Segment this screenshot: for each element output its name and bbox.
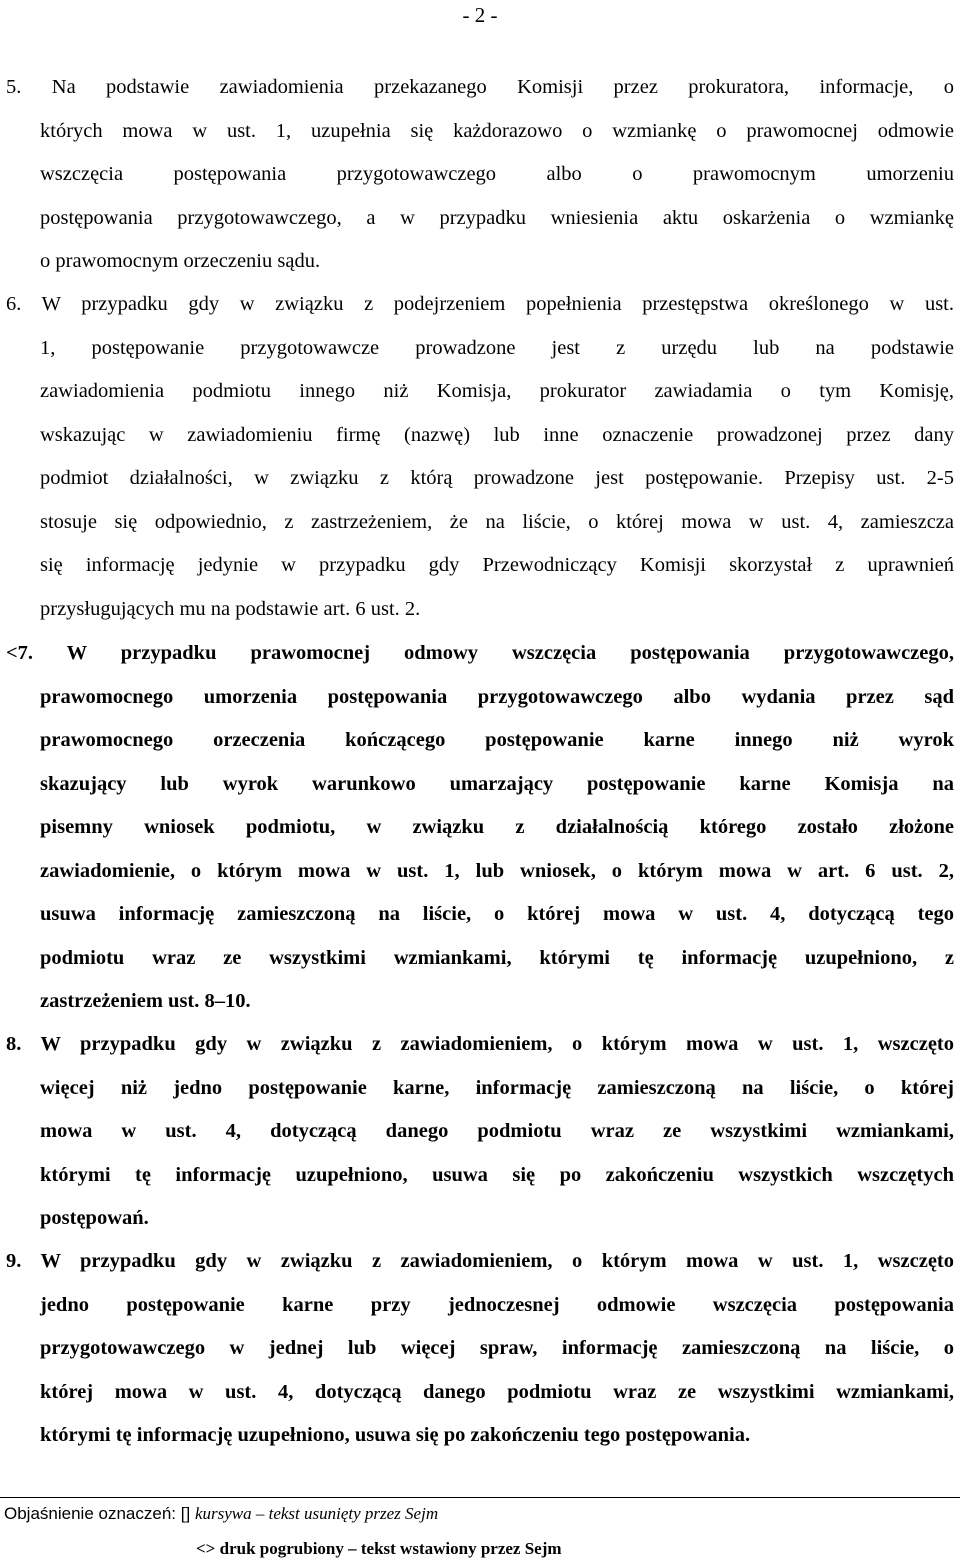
paragraph-line: 5. Na podstawie zawiadomienia przekazanego Komisji przez prokuratora, informacje, o	[6, 76, 954, 98]
paragraph-line: prawomocnego umorzenia postępowania przygotowawczego albo wydania przez sąd	[40, 685, 954, 708]
page-number: - 2 -	[462, 3, 498, 27]
paragraph-line: się informację jedynie w przypadku gdy Przewodniczący Komisji skorzystał z uprawnień	[40, 554, 954, 576]
paragraph-prefix: <7.	[6, 642, 34, 664]
paragraph-line: 6. W przypadku gdy w związku z podejrzeniem popełnienia przestępstwa określonego w ust.	[6, 293, 954, 315]
paragraph-line: postępowania przygotowawczego, a w przypadku wniesienia aktu oskarżenia o wzmiankę	[40, 206, 954, 229]
paragraph-line: których mowa w ust. 1, uzupełnia się każdorazowo o wzmiankę o prawomocnej odmowie	[40, 119, 954, 142]
paragraph-line: podmiot działalności, w związku z którą prowadzone jest postępowanie. Przepisy ust. 2-5	[40, 467, 954, 489]
paragraph-line: którymi tę informację uzupełniono, usuwa się po zakończeniu tego postępowania.	[40, 1424, 751, 1446]
paragraph-line: pisemny wniosek podmiotu, w związku z działalnością którego zostało złożone	[40, 816, 954, 838]
paragraph-line: mowa w ust. 4, dotyczącą danego podmiotu wraz ze wszystkimi wzmiankami,	[40, 1120, 954, 1142]
paragraph-line: skazujący lub wyrok warunkowo umarzający postępowanie karne Komisja na	[40, 772, 954, 795]
paragraph-line: wskazując w zawiadomieniu firmę (nazwę) lub inne oznaczenie prowadzonej przez dany	[40, 423, 954, 446]
paragraph-line: podmiotu wraz ze wszystkimi wzmiankami, którymi tę informację uzupełniono, z	[40, 946, 954, 969]
paragraph-7	[0, 632, 954, 1024]
paragraph-6	[0, 283, 954, 631]
legend-italic-desc: kursywa – tekst usunięty przez Sejm	[194, 1504, 439, 1523]
paragraph-line	[0, 632, 954, 676]
paragraph-line-text: W przypadku prawomocnej odmowy wszczęcia postępowania przygotowawczego,	[33, 642, 954, 664]
paragraph-line: zawiadomienie, o którym mowa w ust. 1, lub wniosek, o którym mowa w art. 6 ust. 2,	[40, 859, 954, 882]
paragraph-line: którymi tę informację uzupełniono, usuwa się po zakończeniu wszystkich wszczętych	[40, 1163, 954, 1186]
paragraph-line: zastrzeżeniem ust. 8–10.	[40, 990, 251, 1012]
paragraph-8	[0, 1023, 954, 1241]
footer-rule	[0, 1497, 960, 1498]
paragraph-line: zawiadomienia podmiotu innego niż Komisja, prokurator zawiadamia o tym Komisję,	[40, 380, 954, 402]
paragraph-line: 1, postępowanie przygotowawcze prowadzone jest z urzędu lub na podstawie	[40, 336, 954, 359]
paragraph-line: postępowań.	[40, 1207, 149, 1229]
paragraph-line: wszczęcia postępowania przygotowawczego albo o prawomocnym umorzeniu	[40, 163, 954, 185]
paragraph-line: przygotowawczego w jednej lub więcej spraw, informację zamieszczoną na liście, o	[40, 1337, 954, 1359]
paragraph-line: usuwa informację zamieszczoną na liście, o której mowa w ust. 4, dotyczącą tego	[40, 903, 954, 925]
paragraph-9	[0, 1240, 954, 1458]
legend-bold-line: <> druk pogrubiony – tekst wstawiony przez Sejm	[196, 1539, 562, 1558]
paragraph-line: jedno postępowanie karne przy jednoczesnej odmowie wszczęcia postępowania	[40, 1293, 954, 1316]
paragraph-line: przysługujących mu na podstawie art. 6 ust. 2.	[40, 597, 421, 620]
paragraph-line: więcej niż jedno postępowanie karne, informację zamieszczoną na liście, o której	[40, 1076, 954, 1099]
legend-label: Objaśnienie oznaczeń:	[4, 1504, 177, 1523]
legend-italic-line	[4, 1503, 438, 1525]
paragraph-line: 8. W przypadku gdy w związku z zawiadomieniem, o którym mowa w ust. 1, wszczęto	[6, 1033, 954, 1055]
paragraph-line: stosuje się odpowiednio, z zastrzeżeniem, że na liście, o której mowa w ust. 4, zamieszcza	[40, 510, 954, 533]
paragraph-line: prawomocnego orzeczenia kończącego postępowanie karne innego niż wyrok	[40, 729, 954, 751]
paragraph-line: 9. W przypadku gdy w związku z zawiadomieniem, o którym mowa w ust. 1, wszczęto	[6, 1250, 954, 1272]
legend-italic-marker: []	[180, 1504, 191, 1523]
paragraph-5	[0, 66, 954, 284]
paragraph-line: o prawomocnym orzeczeniu sądu.	[40, 250, 321, 272]
paragraph-line: której mowa w ust. 4, dotyczącą danego podmiotu wraz ze wszystkimi wzmiankami,	[40, 1380, 954, 1403]
